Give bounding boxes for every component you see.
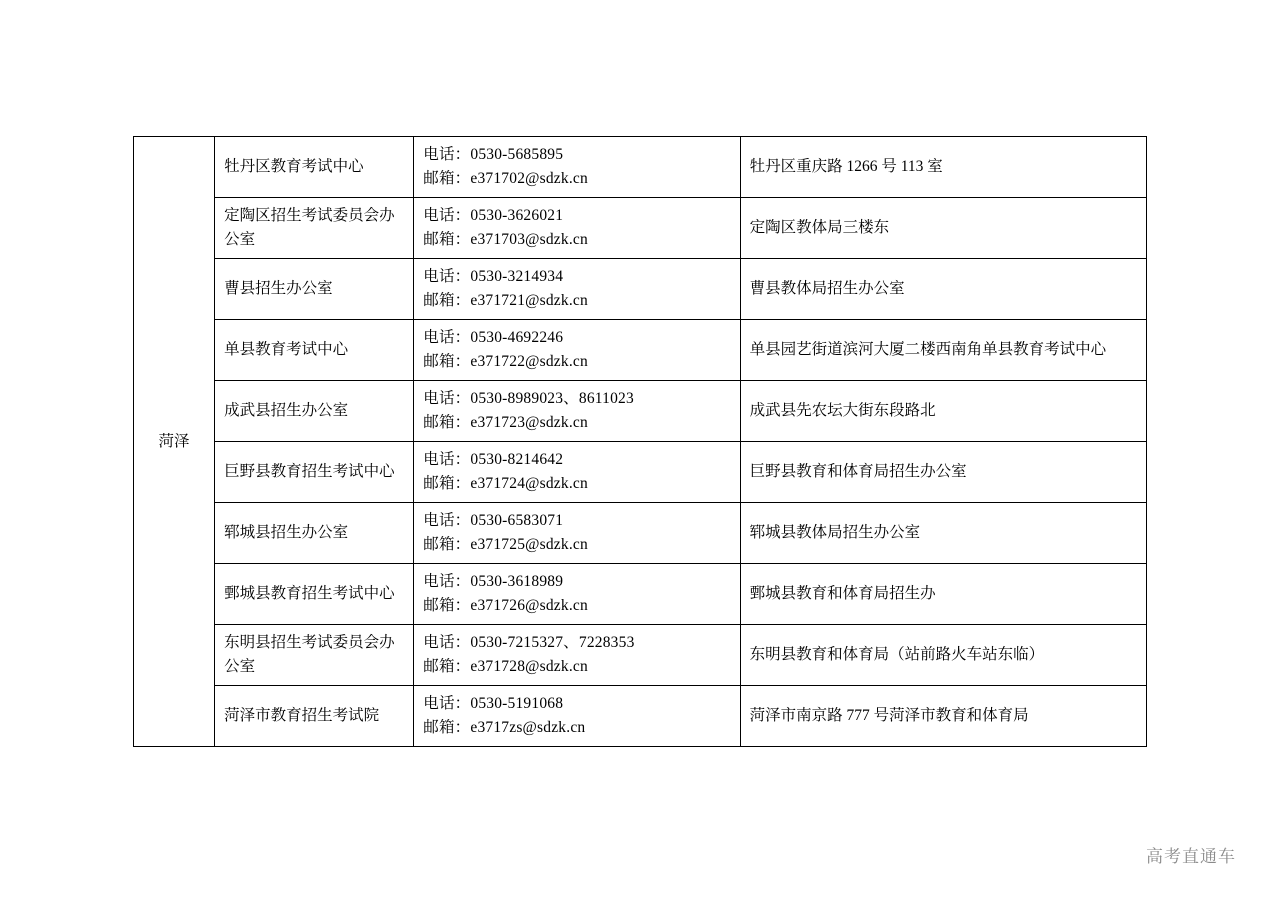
address-cell: 定陶区教体局三楼东 [740, 198, 1146, 259]
contact-cell [414, 198, 740, 259]
address-cell: 鄄城县教育和体育局招生办 [740, 564, 1146, 625]
phone-line: 电话：0530-5685895 [423, 146, 564, 163]
contact-cell [414, 137, 740, 198]
address-cell: 东明县教育和体育局（站前路火车站东临） [740, 625, 1146, 686]
address-cell: 曹县教体局招生办公室 [740, 259, 1146, 320]
table-row [134, 442, 1147, 503]
contact-cell [414, 564, 740, 625]
office-cell: 成武县招生办公室 [215, 381, 414, 442]
contact-table [133, 136, 1147, 747]
address-cell: 单县园艺街道滨河大厦二楼西南角单县教育考试中心 [740, 320, 1146, 381]
contact-cell [414, 442, 740, 503]
table-row [134, 564, 1147, 625]
table-row [134, 137, 1147, 198]
email-line: 邮箱：e371725@sdzk.cn [423, 536, 588, 554]
table-row [134, 259, 1147, 320]
phone-line: 电话：0530-8214642 [423, 451, 564, 469]
address-cell: 成武县先农坛大街东段路北 [740, 381, 1146, 442]
contact-table-body [134, 137, 1147, 747]
watermark: 高考直通车 [1146, 847, 1236, 866]
table-row [134, 503, 1147, 564]
office-cell: 郓城县招生办公室 [215, 503, 414, 564]
phone-line: 电话：0530-7215327、7228353 [423, 634, 635, 652]
contact-cell [414, 320, 740, 381]
office-cell: 单县教育考试中心 [215, 320, 414, 381]
phone-line: 电话：0530-6583071 [423, 512, 564, 530]
email-line: 邮箱：e371723@sdzk.cn [423, 414, 588, 432]
table-row [134, 198, 1147, 259]
contact-cell [414, 259, 740, 320]
phone-line: 电话：0530-5191068 [423, 695, 564, 713]
contact-cell [414, 381, 740, 442]
contact-cell [414, 625, 740, 686]
email-line: 邮箱：e371703@sdzk.cn [423, 231, 588, 249]
email-line: 邮箱：e371726@sdzk.cn [423, 597, 588, 615]
table-row [134, 381, 1147, 442]
address-cell: 牡丹区重庆路 1266 号 113 室 [740, 137, 1146, 198]
phone-line: 电话：0530-3618989 [423, 573, 564, 591]
contact-cell [414, 686, 740, 747]
phone-line: 电话：0530-4692246 [423, 329, 564, 347]
region-cell: 菏泽 [134, 137, 215, 747]
contact-cell [414, 503, 740, 564]
email-line: 邮箱：e371724@sdzk.cn [423, 475, 588, 493]
table-row [134, 625, 1147, 686]
office-cell: 东明县招生考试委员会办公室 [215, 625, 414, 686]
email-line: 邮箱：e371728@sdzk.cn [423, 658, 588, 676]
address-cell: 郓城县教体局招生办公室 [740, 503, 1146, 564]
office-cell: 菏泽市教育招生考试院 [215, 686, 414, 747]
office-cell: 定陶区招生考试委员会办公室 [215, 198, 414, 259]
office-cell: 巨野县教育招生考试中心 [215, 442, 414, 503]
email-line: 邮箱：e371722@sdzk.cn [423, 353, 588, 371]
office-cell: 鄄城县教育招生考试中心 [215, 564, 414, 625]
email-line: 邮箱：e371721@sdzk.cn [423, 292, 588, 310]
office-cell: 牡丹区教育考试中心 [215, 137, 414, 198]
phone-line: 电话：0530-8989023、8611023 [423, 390, 634, 408]
table-row [134, 686, 1147, 747]
office-cell: 曹县招生办公室 [215, 259, 414, 320]
table-row [134, 320, 1147, 381]
phone-line: 电话：0530-3214934 [423, 268, 564, 286]
phone-line: 电话：0530-3626021 [423, 207, 564, 225]
email-line: 邮箱：e3717zs@sdzk.cn [423, 719, 586, 737]
email-line: 邮箱：e371702@sdzk.cn [423, 170, 588, 188]
address-cell: 巨野县教育和体育局招生办公室 [740, 442, 1146, 503]
address-cell: 菏泽市南京路 777 号菏泽市教育和体育局 [740, 686, 1146, 747]
